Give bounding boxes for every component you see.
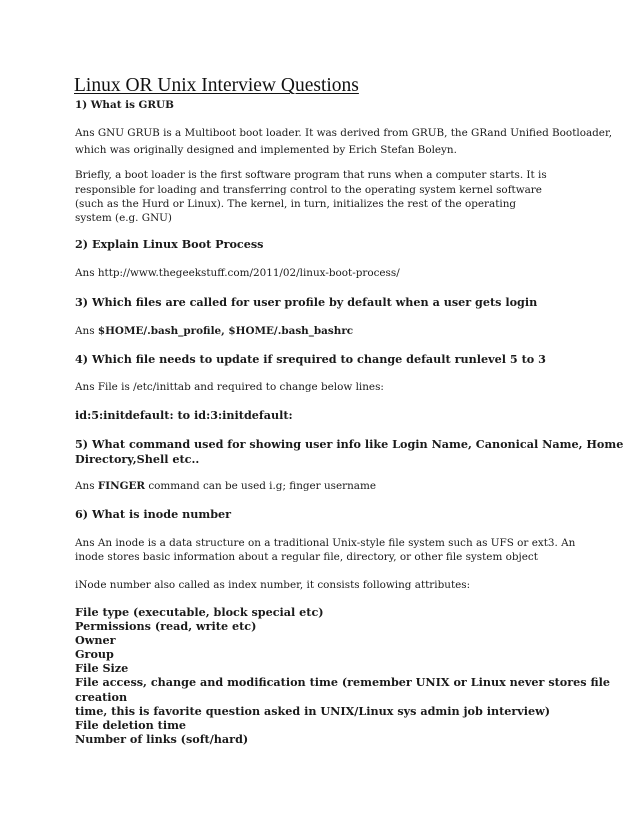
q1-para-line-3: (such as the Hurd or Linux). The kernel, in turn, initializes the rest of the operating: [75, 198, 517, 210]
inode-attribute-item: File access, change and modification time (remember UNIX or Linux never stores file: [75, 675, 610, 689]
q4-answer: Ans File is /etc/inittab and required to change below lines:: [75, 381, 384, 393]
q5-answer-suffix: command can be used i.g; finger username: [145, 480, 376, 492]
q5-answer: [75, 480, 376, 492]
document-title: Linux OR Unix Interview Questions: [74, 75, 359, 96]
q5-answer-prefix: Ans: [75, 480, 98, 492]
q6-answer-line-2: inode stores basic information about a regular file, directory, or other file system object: [75, 551, 538, 563]
question-3-heading: 3) Which files are called for user profile by default when a user gets login: [75, 295, 538, 309]
inode-attribute-item: File deletion time: [75, 718, 187, 732]
inode-attribute-item: Group: [75, 647, 114, 661]
q6-answer-line-1: Ans An inode is a data structure on a traditional Unix-style file system such as UFS or ext3. An: [75, 537, 576, 549]
question-1-heading: 1) What is GRUB: [75, 99, 174, 111]
inode-attribute-item: Number of links (soft/hard): [75, 732, 249, 746]
inode-attribute-item: Permissions (read, write etc): [75, 619, 257, 633]
inode-attribute-item: File Size: [75, 661, 129, 675]
question-5-heading-line-1: 5) What command used for showing user info like Login Name, Canonical Name, Home: [75, 437, 624, 451]
question-6-heading: 6) What is inode number: [75, 507, 232, 521]
q1-para-line-2: responsible for loading and transferring control to the operating system kernel software: [75, 184, 542, 196]
q1-answer-line-1: Ans GNU GRUB is a Multiboot boot loader. It was derived from GRUB, the GRand Unified Bootloader,: [75, 127, 613, 139]
inode-attribute-item: time, this is favorite question asked in UNIX/Linux sys admin job interview): [75, 704, 551, 718]
q4-code-line: id:5:initdefault: to id:3:initdefault:: [75, 408, 293, 422]
q1-para-line-4: system (e.g. GNU): [75, 212, 172, 224]
inode-attribute-item: creation: [75, 690, 128, 704]
q5-answer-command: FINGER: [97, 480, 146, 492]
question-2-heading: 2) Explain Linux Boot Process: [75, 237, 264, 251]
inode-attribute-item: Owner: [75, 633, 116, 647]
q6-inode-intro: iNode number also called as index number, it consists following attributes:: [75, 579, 471, 591]
q1-para-line-1: Briefly, a boot loader is the first software program that runs when a computer starts. It is: [75, 169, 547, 181]
inode-attribute-item: File type (executable, block special etc): [75, 605, 324, 619]
q3-answer-prefix: Ans: [75, 325, 98, 337]
q2-answer: Ans http://www.thegeekstuff.com/2011/02/linux-boot-process/: [75, 267, 400, 279]
q1-answer-line-2: which was originally designed and implemented by Erich Stefan Boleyn.: [75, 144, 457, 156]
question-5-heading-line-2: Directory,Shell etc..: [75, 452, 200, 466]
q3-answer-files: $HOME/.bash_profile, $HOME/.bash_bashrc: [97, 325, 354, 337]
question-4-heading: 4) Which file needs to update if srequired to change default runlevel 5 to 3: [75, 352, 546, 366]
q3-answer: [75, 325, 353, 337]
